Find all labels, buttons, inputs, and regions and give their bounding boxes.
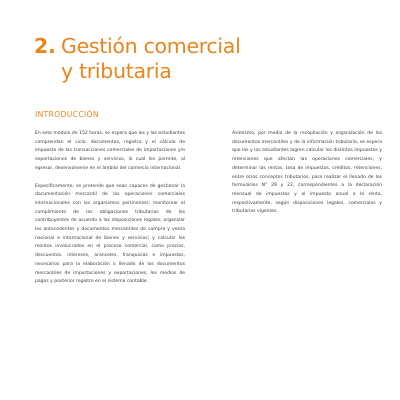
- left-paragraph-2: Específicamente, se pretende que sean capaces de gestionar la documentación mercantil de las operaciones comerciales internacionales con los organismos pertinentes; monitorear el cumplimiento de las obligaciones tributarias de los contribuyentes de acuerdo a las disposiciones legales; organizar los antecedentes y documentos mercantiles de compra y venta nacional e internacional de bienes y servicios; y calcular los montos involucrados en el proceso comercial, como precios, descuentos, intereses, aranceles, franquicias e impuestos, necesarios para la elaboración o llenado de los documentos mercantiles de importaciones y exportaciones, los medios de pagos y posterior registro en el sistema contable.: [35, 183, 185, 285]
- chapter-number: 2.: [34, 34, 56, 58]
- left-column: [35, 130, 185, 296]
- right-column: [232, 130, 382, 226]
- section-heading: INTRODUCCIÓN: [35, 110, 99, 119]
- chapter-title-line-1: Gestión comercial: [61, 34, 241, 58]
- right-paragraph-1: Asimismo, por medio de la recopilación y organización de los documentos mercantiles y de la información tributaria, se espera que las y los estudiantes logren calcular los distintos impuestos y retenciones que afectan las operaciones comerciales, y determinar las rentas, tasa de impuestos, créditos, retenciones, entre otros conceptos tributarios, para realizar el llenado de los formularios N° 29 y 22, correspondientes a la declaración mensual de impuestos y al impuesto anual a la renta, respectivamente, según disposiciones legales, comerciales y tributarias vigentes.: [232, 131, 382, 215]
- left-paragraph-1: En este módulo de 152 horas, se espera que los y las estudiantes comprendan el ciclo, documentos, registro y el cálculo de impuesto de las transacciones comerciales de importaciones y/o exportaciones de bienes y servicios, lo cual les permite, al egresar, desenvolverse en el ámbito del comercio internacional.: [35, 131, 185, 171]
- chapter-title-line-2: y tributaria: [61, 59, 172, 83]
- chapter-title: [34, 34, 240, 84]
